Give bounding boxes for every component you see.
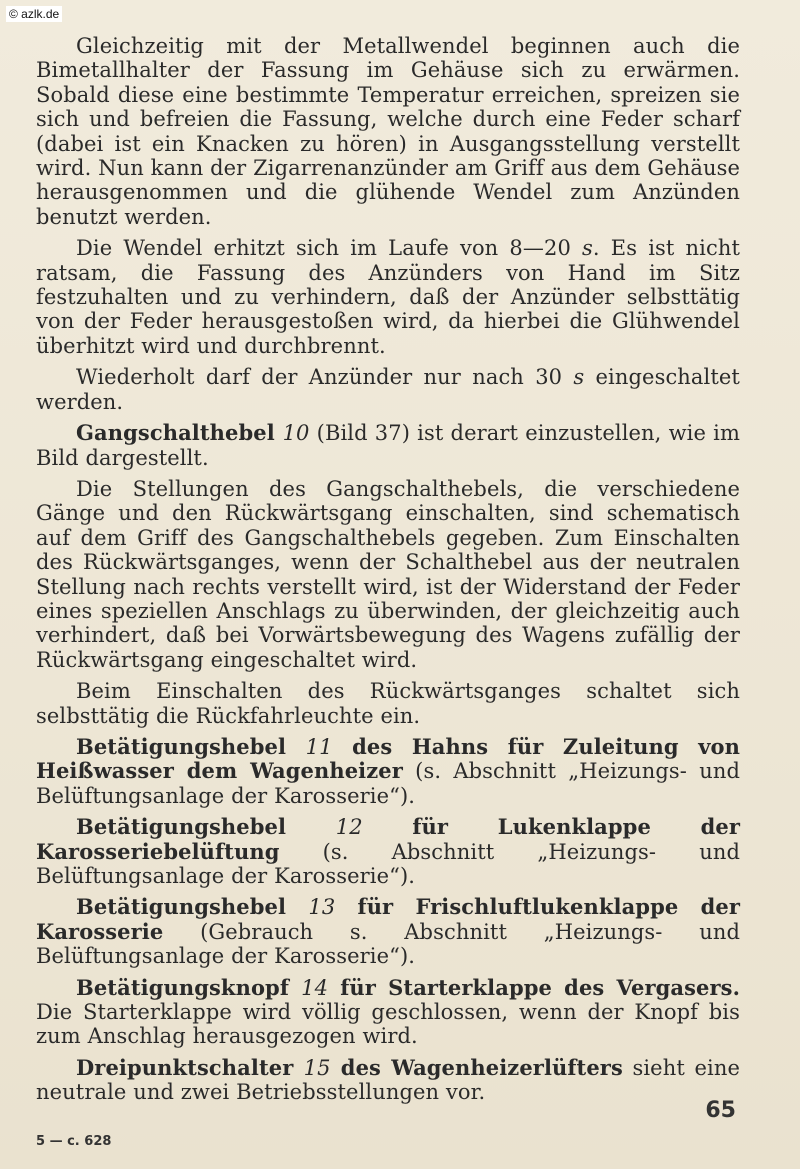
text-segment: 15: [303, 1055, 331, 1080]
paragraph: [36, 365, 740, 414]
text-segment: Die Starterklappe wird völlig geschlossen, wenn der Knopf bis zum Anschlag herausgezogen wird.: [36, 1000, 740, 1049]
text-segment: (s. Abschnitt „Heizungs- und Belüftungsanlage der Karosserie“).: [36, 839, 740, 888]
printer-signature: 5 — c. 628: [36, 1134, 112, 1149]
text-segment: 10: [282, 421, 310, 446]
paragraph: [36, 1056, 740, 1105]
text-segment: 11: [305, 734, 333, 759]
text-segment: Dreipunktschalter: [76, 1054, 304, 1080]
text-segment: Gleichzeitig mit der Metallwendel beginnen auch die Bimetallhalter der Fassung im Gehäuse sich zu erwärmen. Sobald diese eine bestimmte Temperatur erreichen, spreizen sie sich und befreien die Fassung, welche durch eine Feder scharf (dabei ist ein Knacken zu hören) in Ausgangsstellung verstellt wird. Nun kann der Zigarrenanzünder am Griff aus dem Gehäuse herausgenommen und die glühende Wendel zum Anzünden benutzt werden.: [36, 34, 741, 229]
text-segment: (Gebrauch s. Abschnitt „Heizungs- und Belüftungsanlage der Karosserie“).: [36, 919, 740, 969]
text-segment: . Es ist nicht ratsam, die Fassung des Anzünders von Hand im Sitz festzuhalten und zu verhindern, daß der Anzünder selbsttätig von der Feder herausgestoßen wird, da hierbei die Glühwendel überhitzt wird und durchbrennt.: [36, 236, 741, 358]
text-segment: 12: [335, 815, 363, 840]
text-segment: Die Stellungen des Gangschalthebels, die verschiedene Gänge und den Rückwärtsgang einschalten, sind schematisch auf dem Griff des Gangschalthebels gegeben. Zum Einschalten des Rückwärtsganges, wenn der Schalthebel aus der neutralen Stellung nach rechts verstellt wird, ist der Widerstand der Feder eines speziellen Anschlags zu überwinden, der gleichzeitig auch verhindert, daß bei Vorwärtsbewegung des Wagens zufällig der Rückwärtsgang eingeschaltet wird.: [36, 476, 740, 672]
paragraph: [36, 477, 740, 672]
text-segment: für Frischluftlukenklappe der Karosserie: [36, 894, 741, 944]
text-segment: eingeschaltet werden.: [36, 365, 740, 414]
paragraph: [36, 236, 740, 358]
text-segment: für Starterklappe des Vergasers.: [328, 974, 741, 1000]
text-segment: Die Wendel erhitzt sich im Laufe von 8—20: [76, 236, 583, 261]
text-segment: (Bild 37) ist derart einzustellen, wie im Bild dargestellt.: [36, 421, 740, 470]
text-segment: Betätigungshebel: [76, 733, 306, 759]
paragraph: [36, 815, 740, 888]
text-segment: (s. Abschnitt „Heizungs- und Belüftungsanlage der Karosserie“).: [36, 759, 741, 808]
body-text: [36, 34, 740, 1112]
paragraph: [36, 895, 740, 968]
text-segment: s: [573, 365, 585, 390]
text-segment: 13: [308, 895, 336, 920]
page-number: 65: [705, 1098, 736, 1123]
text-segment: sieht eine neutrale und zwei Betriebsstellungen vor.: [36, 1055, 740, 1105]
watermark: © azlk.de: [6, 6, 62, 22]
text-segment: 14: [301, 975, 329, 1000]
text-segment: Betätigungshebel: [76, 814, 336, 840]
text-segment: s: [582, 236, 593, 261]
text-segment: für Lukenklappe der Karosseriebelüftung: [36, 814, 741, 864]
paragraph: [36, 421, 740, 470]
paragraph: [36, 34, 740, 229]
paragraph: [36, 976, 740, 1049]
paragraph: [36, 679, 740, 728]
text-segment: Betätigungshebel: [76, 894, 309, 920]
text-segment: des Hahns für Zuleitung von Heißwasser dem Wagenheizer: [36, 733, 740, 784]
text-segment: Betätigungsknopf: [76, 974, 302, 1000]
text-segment: Gangschalthebel: [76, 420, 283, 446]
text-segment: Wiederholt darf der Anzünder nur nach 30: [76, 365, 574, 390]
text-segment: des Wagenheizerlüfters: [330, 1054, 623, 1080]
text-segment: Beim Einschalten des Rückwärtsganges schaltet sich selbsttätig die Rückfahrleuchte ein.: [36, 679, 740, 728]
paragraph: [36, 735, 740, 808]
